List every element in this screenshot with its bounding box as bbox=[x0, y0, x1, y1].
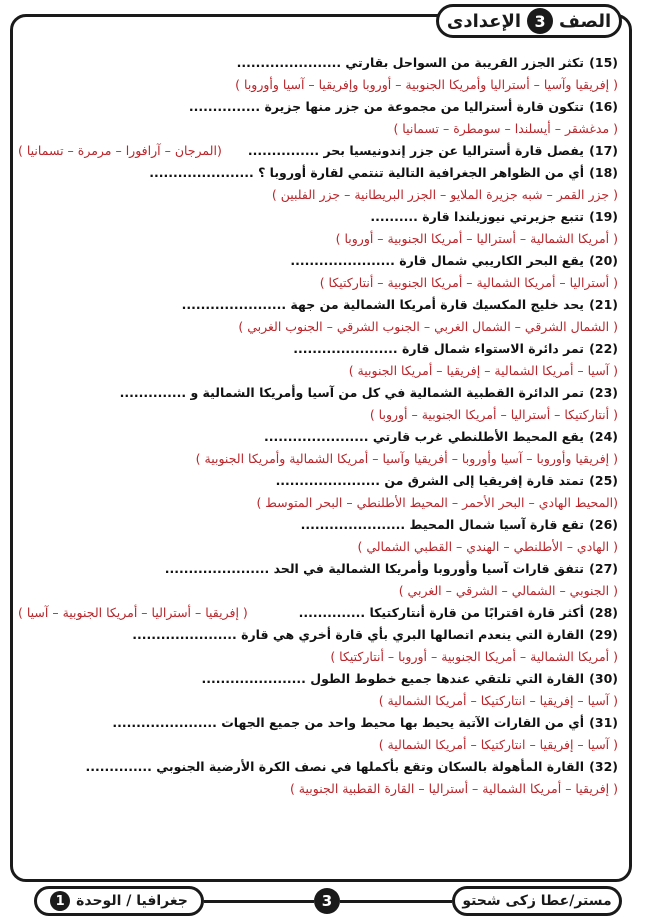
question-number: (17) bbox=[589, 143, 618, 158]
question-number: (20) bbox=[589, 253, 618, 268]
question-options: ( أمريكا الشمالية – أستراليا – أمريكا الجنوبية – أوروبا ) bbox=[335, 231, 618, 246]
footer-rule-right bbox=[340, 900, 452, 903]
question-line bbox=[18, 756, 618, 778]
question-text: تتبع جزيرتي نيوزيلندا قارة .......... bbox=[370, 209, 584, 224]
question-line bbox=[18, 382, 618, 404]
question-options: ( أستراليا – أمريكا الشمالية – أمريكا الجنوبية – أنتاركتيكا ) bbox=[319, 275, 618, 290]
question-options: ( إفريقيا – أستراليا – أمريكا الجنوبية – آسيا ) bbox=[18, 605, 248, 620]
question-item bbox=[18, 338, 618, 382]
question-options: ( إفريقيا وآسيا – أستراليا وأمريكا الجنوبية – أوروبا وإفريقيا – آسيا وأوروبا ) bbox=[235, 77, 618, 92]
question-item bbox=[18, 140, 618, 162]
question-options: ( إفريقيا وأوروبا – آسيا وأوروبا – أفريقيا وآسيا – أمريكا الشمالية وأمريكا الجنوبية ) bbox=[195, 451, 618, 466]
question-line bbox=[18, 250, 618, 272]
grade-prefix: الصف bbox=[559, 10, 612, 32]
question-line bbox=[18, 338, 618, 360]
question-text: يفصل قارة أستراليا عن جزر إندونيسيا بحر ............... bbox=[247, 143, 584, 158]
question-text: تكثر الجزر القريبة من السواحل بقارتي ...................... bbox=[236, 55, 584, 70]
question-text: تتكون قارة أستراليا من مجموعة من جزر منها جزيرة ............... bbox=[188, 99, 584, 114]
question-text: تمر دائرة الاستواء شمال قارة ...................... bbox=[293, 341, 584, 356]
question-line bbox=[18, 602, 618, 624]
question-text: أكثر قارة اقترابًا من قارة أنتاركتيكا .............. bbox=[298, 605, 584, 620]
question-text: يقع المحيط الأطلنطي غرب قارتي ...................... bbox=[264, 429, 584, 444]
question-text: يقع البحر الكاريبي شمال قارة ...................... bbox=[290, 253, 584, 268]
question-number: (27) bbox=[589, 561, 618, 576]
question-number: (26) bbox=[589, 517, 618, 532]
question-number: (21) bbox=[589, 297, 618, 312]
question-text: القارة التي تلتقي عندها جميع خطوط الطول ...................... bbox=[201, 671, 584, 686]
question-number: (22) bbox=[589, 341, 618, 356]
question-options: ( الجنوبي – الشمالي – الشرقي – الغربي ) bbox=[398, 583, 618, 598]
question-text: تمتد قارة إفريقيا إلى الشرق من ...................... bbox=[275, 473, 584, 488]
question-text: القارة التي ينعدم اتصالها البري بأي قارة أخري هي قارة ...................... bbox=[132, 627, 584, 642]
question-options: ( أمريكا الشمالية – أمريكا الجنوبية – أوروبا – أنتاركتيكا ) bbox=[330, 649, 618, 664]
question-text: تتفق قارات آسيا وأوروبا وأمريكا الشمالية في الحد ...................... bbox=[164, 561, 584, 576]
question-options: (المحيط الهادي – البحر الأحمر – المحيط الأطلنطي – البحر المتوسط ) bbox=[256, 495, 618, 510]
question-options: ( آسيا – أمريكا الشمالية – إفريقيا – أمريكا الجنوبية ) bbox=[348, 363, 618, 378]
question-number: (32) bbox=[589, 759, 618, 774]
question-item bbox=[18, 624, 618, 668]
question-number: (30) bbox=[589, 671, 618, 686]
question-item bbox=[18, 250, 618, 294]
question-text: القارة المأهولة بالسكان وتقع بأكملها في نصف الكرة الأرضية الجنوبي .............. bbox=[85, 759, 584, 774]
question-item bbox=[18, 206, 618, 250]
question-text: تمر الدائرة القطبية الشمالية في كل من آسيا وأمريكا الشمالية و .............. bbox=[119, 385, 584, 400]
question-item bbox=[18, 52, 618, 96]
question-item bbox=[18, 712, 618, 756]
question-number: (15) bbox=[589, 55, 618, 70]
grade-number: 3 bbox=[527, 8, 553, 34]
question-item bbox=[18, 470, 618, 514]
question-options: ( الهادي – الأطلنطي – الهندي – القطبي الشمالي ) bbox=[357, 539, 618, 554]
question-item bbox=[18, 558, 618, 602]
question-text: يحد خليج المكسيك قارة أمريكا الشمالية من جهة ...................... bbox=[181, 297, 584, 312]
question-line bbox=[18, 558, 618, 580]
question-line bbox=[18, 624, 618, 646]
question-line bbox=[18, 294, 618, 316]
question-item bbox=[18, 162, 618, 206]
question-number: (23) bbox=[589, 385, 618, 400]
question-number: (16) bbox=[589, 99, 618, 114]
question-options: (المرجان – آرافورا – مرمرة – تسمانيا ) bbox=[18, 143, 222, 158]
question-number: (28) bbox=[589, 605, 618, 620]
question-line bbox=[18, 470, 618, 492]
question-text: أي من القارات الآتية يحيط بها محيط واحد من جميع الجهات ...................... bbox=[112, 715, 584, 730]
question-number: (25) bbox=[589, 473, 618, 488]
question-item bbox=[18, 294, 618, 338]
subject-label: جغرافيا / الوحدة bbox=[76, 893, 188, 909]
question-item bbox=[18, 514, 618, 558]
question-line bbox=[18, 140, 618, 162]
question-number: (19) bbox=[589, 209, 618, 224]
question-item bbox=[18, 602, 618, 624]
question-line bbox=[18, 96, 618, 118]
question-line bbox=[18, 426, 618, 448]
question-item bbox=[18, 668, 618, 712]
subject-pill bbox=[34, 886, 204, 916]
question-line bbox=[18, 52, 618, 74]
grade-suffix: الإعدادى bbox=[446, 10, 522, 32]
author-pill bbox=[452, 886, 622, 916]
footer-rule-left bbox=[204, 900, 314, 903]
question-options: ( مدغشقر – أيسلندا – سومطرة – تسمانيا ) bbox=[393, 121, 618, 136]
question-text: أي من الظواهر الجغرافية التالية تنتمي لقارة أوروبا ؟ ...................... bbox=[149, 165, 584, 180]
question-line bbox=[18, 514, 618, 536]
question-text: تقع قارة آسيا شمال المحيط ...................... bbox=[300, 517, 584, 532]
unit-number: 1 bbox=[50, 891, 70, 911]
author-name: مستر/عطا زكى شحتو bbox=[462, 893, 612, 909]
question-options: ( آسيا – إفريقيا – انتاركتيكا – أمريكا الشمالية ) bbox=[378, 737, 618, 752]
page-number: 3 bbox=[314, 888, 340, 914]
question-options: ( أنتاركتيكا – أستراليا – أمريكا الجنوبية – أوروبا ) bbox=[369, 407, 618, 422]
question-item bbox=[18, 756, 618, 800]
footer bbox=[0, 886, 656, 916]
question-line bbox=[18, 668, 618, 690]
question-item bbox=[18, 96, 618, 140]
question-options: ( جزر القمر – شبه جزيرة الملايو – الجزر البريطانية – جزر الفلبين ) bbox=[271, 187, 618, 202]
question-line bbox=[18, 162, 618, 184]
question-options: ( آسيا – إفريقيا – انتاركتيكا – أمريكا الشمالية ) bbox=[378, 693, 618, 708]
grade-header bbox=[436, 4, 622, 38]
question-number: (18) bbox=[589, 165, 618, 180]
questions-list bbox=[18, 52, 618, 870]
question-options: ( إفريقيا – أمريكا الشمالية – أستراليا – القارة القطبية الجنوبية ) bbox=[289, 781, 618, 796]
question-number: (31) bbox=[589, 715, 618, 730]
question-number: (29) bbox=[589, 627, 618, 642]
question-number: (24) bbox=[589, 429, 618, 444]
question-line bbox=[18, 206, 618, 228]
question-options: ( الشمال الشرقي – الشمال الغربي – الجنوب الشرقي – الجنوب الغربي ) bbox=[238, 319, 618, 334]
question-item bbox=[18, 426, 618, 470]
question-line bbox=[18, 712, 618, 734]
question-item bbox=[18, 382, 618, 426]
